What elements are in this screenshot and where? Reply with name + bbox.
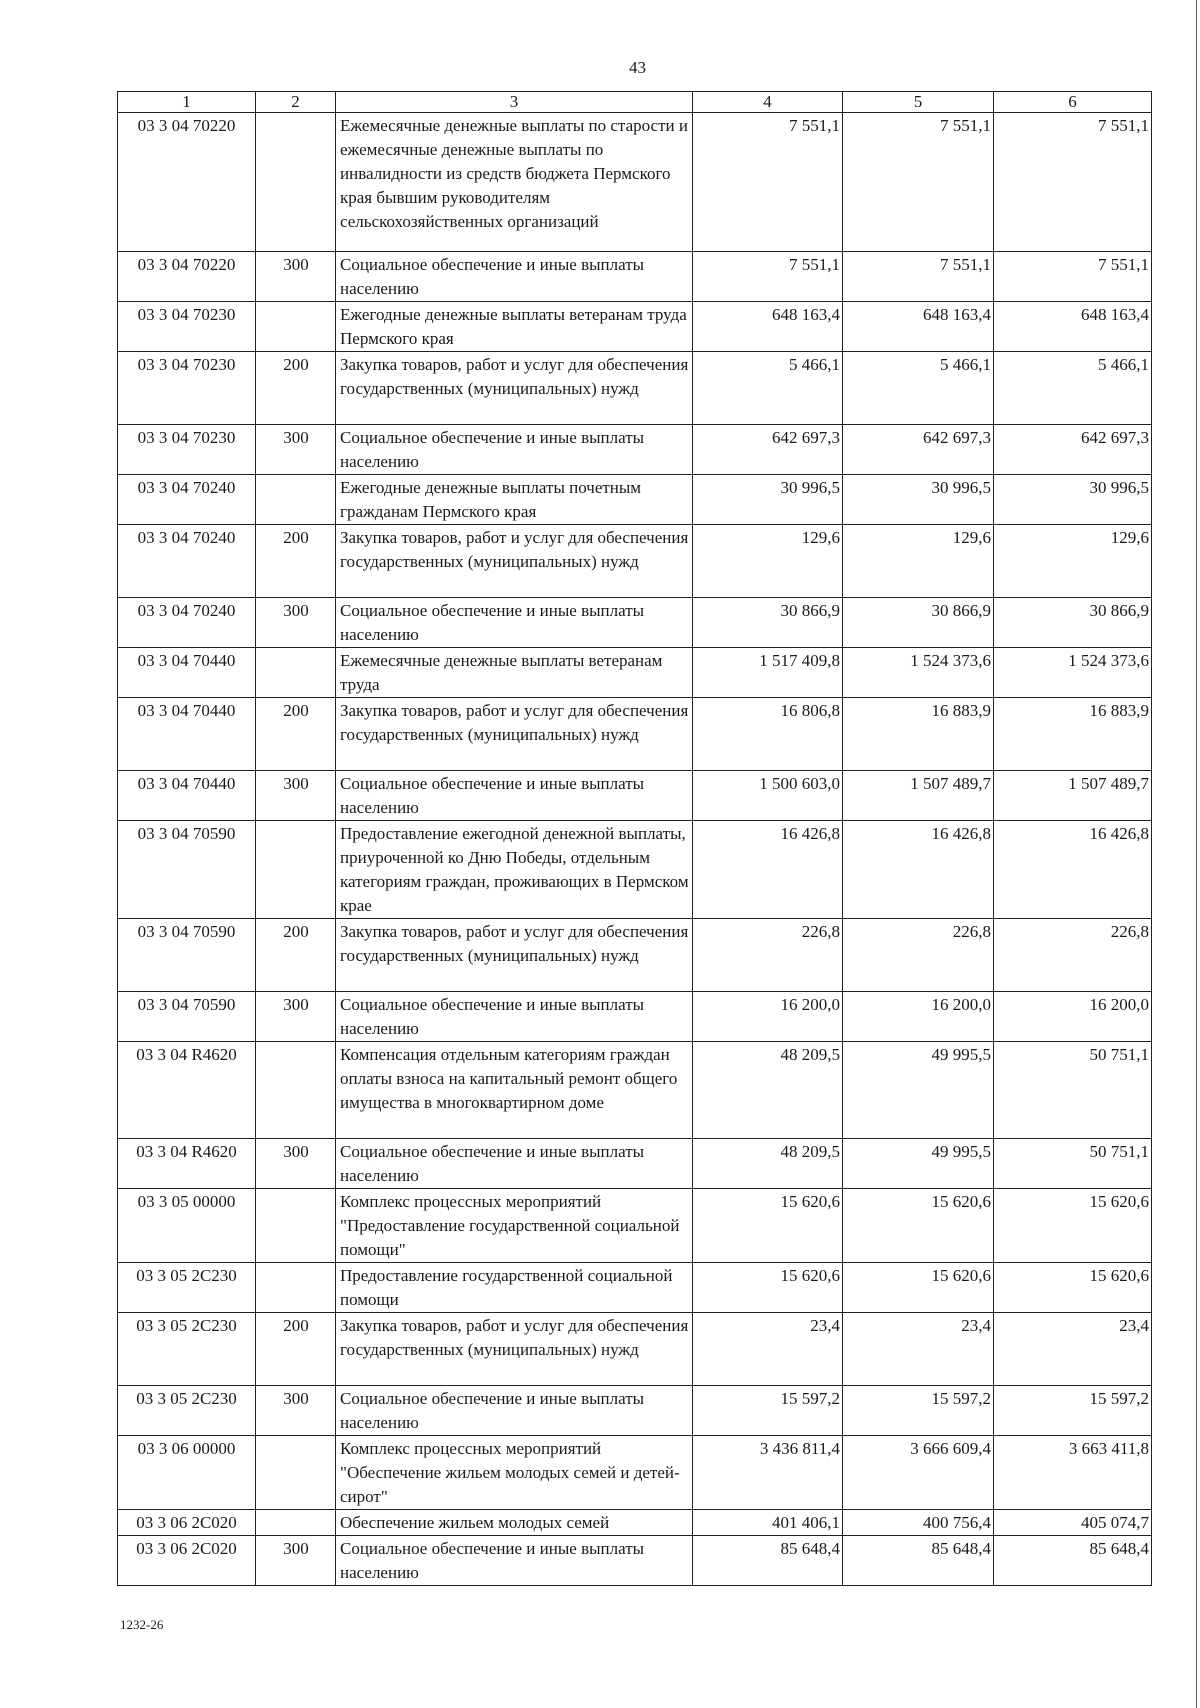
row-value-5: 49 995,5 (843, 1139, 994, 1189)
row-code: 03 3 04 70440 (118, 648, 256, 698)
row-kind: 300 (256, 252, 336, 302)
row-kind (256, 1042, 336, 1139)
row-value-4: 642 697,3 (693, 425, 843, 475)
row-name: Ежемесячные денежные выплаты ветеранам труда (336, 648, 693, 698)
row-name: Социальное обеспечение и иные выплаты населению (336, 1536, 693, 1586)
row-value-4: 15 620,6 (693, 1189, 843, 1263)
table-row (118, 919, 1152, 992)
row-value-5: 49 995,5 (843, 1042, 994, 1139)
row-kind: 300 (256, 771, 336, 821)
row-value-6: 226,8 (994, 919, 1152, 992)
table-row (118, 1386, 1152, 1436)
row-code: 03 3 04 70230 (118, 302, 256, 352)
row-value-6: 5 466,1 (994, 352, 1152, 425)
row-value-6: 30 866,9 (994, 598, 1152, 648)
row-value-4: 16 200,0 (693, 992, 843, 1042)
row-value-5: 226,8 (843, 919, 994, 992)
row-value-5: 648 163,4 (843, 302, 994, 352)
row-name: Социальное обеспечение и иные выплаты населению (336, 598, 693, 648)
row-value-6: 50 751,1 (994, 1139, 1152, 1189)
row-kind (256, 1510, 336, 1536)
row-value-4: 7 551,1 (693, 113, 843, 252)
row-kind (256, 1189, 336, 1263)
header-row (118, 92, 1152, 113)
row-value-6: 23,4 (994, 1313, 1152, 1386)
row-value-4: 648 163,4 (693, 302, 843, 352)
table-row (118, 252, 1152, 302)
footer-document-code: 1232-26 (120, 1617, 164, 1632)
row-value-5: 1 507 489,7 (843, 771, 994, 821)
row-kind (256, 113, 336, 252)
row-value-5: 30 996,5 (843, 475, 994, 525)
row-kind: 200 (256, 352, 336, 425)
row-code: 03 3 05 00000 (118, 1189, 256, 1263)
row-value-4: 7 551,1 (693, 252, 843, 302)
row-value-4: 16 806,8 (693, 698, 843, 771)
row-code: 03 3 06 00000 (118, 1436, 256, 1510)
row-value-5: 400 756,4 (843, 1510, 994, 1536)
row-value-6: 16 883,9 (994, 698, 1152, 771)
row-code: 03 3 04 70590 (118, 992, 256, 1042)
row-name: Комплекс процессных мероприятий "Предоставление государственной социальной помощи" (336, 1189, 693, 1263)
row-value-5: 5 466,1 (843, 352, 994, 425)
table-row (118, 1189, 1152, 1263)
row-value-4: 15 620,6 (693, 1263, 843, 1313)
table-row (118, 352, 1152, 425)
row-name: Обеспечение жильем молодых семей (336, 1510, 693, 1536)
table-row (118, 113, 1152, 252)
row-name: Социальное обеспечение и иные выплаты населению (336, 992, 693, 1042)
row-value-4: 129,6 (693, 525, 843, 598)
table-row (118, 821, 1152, 919)
row-kind: 300 (256, 598, 336, 648)
row-value-4: 1 517 409,8 (693, 648, 843, 698)
row-code: 03 3 05 2С230 (118, 1386, 256, 1436)
row-name: Закупка товаров, работ и услуг для обеспечения государственных (муниципальных) нужд (336, 352, 693, 425)
table-row (118, 1042, 1152, 1139)
header-col-2: 2 (256, 92, 336, 113)
table-row (118, 425, 1152, 475)
row-value-5: 30 866,9 (843, 598, 994, 648)
row-code: 03 3 04 70590 (118, 821, 256, 919)
row-value-4: 48 209,5 (693, 1139, 843, 1189)
header-col-6: 6 (994, 92, 1152, 113)
row-kind: 300 (256, 1139, 336, 1189)
row-value-6: 7 551,1 (994, 252, 1152, 302)
row-value-6: 15 620,6 (994, 1263, 1152, 1313)
row-value-4: 30 866,9 (693, 598, 843, 648)
table-body (118, 113, 1152, 1586)
row-value-6: 50 751,1 (994, 1042, 1152, 1139)
row-value-6: 3 663 411,8 (994, 1436, 1152, 1510)
row-code: 03 3 04 70440 (118, 698, 256, 771)
row-value-5: 642 697,3 (843, 425, 994, 475)
row-name: Социальное обеспечение и иные выплаты населению (336, 252, 693, 302)
row-value-5: 16 426,8 (843, 821, 994, 919)
row-value-5: 23,4 (843, 1313, 994, 1386)
row-value-5: 15 620,6 (843, 1263, 994, 1313)
row-value-4: 15 597,2 (693, 1386, 843, 1436)
row-kind: 200 (256, 698, 336, 771)
row-name: Закупка товаров, работ и услуг для обеспечения государственных (муниципальных) нужд (336, 1313, 693, 1386)
row-value-4: 226,8 (693, 919, 843, 992)
row-kind: 300 (256, 425, 336, 475)
row-kind (256, 475, 336, 525)
header-col-4: 4 (693, 92, 843, 113)
header-col-5: 5 (843, 92, 994, 113)
table-row (118, 598, 1152, 648)
row-code: 03 3 05 2С230 (118, 1263, 256, 1313)
table-row (118, 992, 1152, 1042)
row-name: Комплекс процессных мероприятий "Обеспечение жильем молодых семей и детей-сирот" (336, 1436, 693, 1510)
row-kind (256, 1436, 336, 1510)
header-col-1: 1 (118, 92, 256, 113)
row-code: 03 3 06 2С020 (118, 1536, 256, 1586)
row-value-6: 405 074,7 (994, 1510, 1152, 1536)
table-row (118, 648, 1152, 698)
row-value-6: 7 551,1 (994, 113, 1152, 252)
row-name: Социальное обеспечение и иные выплаты населению (336, 1139, 693, 1189)
row-kind: 200 (256, 525, 336, 598)
row-value-6: 30 996,5 (994, 475, 1152, 525)
row-name: Компенсация отдельным категориям граждан оплаты взноса на капитальный ремонт общего имущества в многоквартирном доме (336, 1042, 693, 1139)
row-code: 03 3 04 70220 (118, 113, 256, 252)
row-kind (256, 821, 336, 919)
row-value-6: 16 200,0 (994, 992, 1152, 1042)
row-value-5: 1 524 373,6 (843, 648, 994, 698)
row-value-4: 16 426,8 (693, 821, 843, 919)
row-kind: 300 (256, 1386, 336, 1436)
row-value-5: 7 551,1 (843, 252, 994, 302)
row-code: 03 3 04 70440 (118, 771, 256, 821)
row-name: Закупка товаров, работ и услуг для обеспечения государственных (муниципальных) нужд (336, 919, 693, 992)
table-row (118, 475, 1152, 525)
row-value-6: 15 620,6 (994, 1189, 1152, 1263)
row-name: Предоставление государственной социальной помощи (336, 1263, 693, 1313)
table-row (118, 302, 1152, 352)
header-col-3: 3 (336, 92, 693, 113)
row-name: Предоставление ежегодной денежной выплаты, приуроченной ко Дню Победы, отдельным категориям граждан, проживающих в Пермском крае (336, 821, 693, 919)
row-name: Социальное обеспечение и иные выплаты населению (336, 771, 693, 821)
row-value-6: 648 163,4 (994, 302, 1152, 352)
table-row (118, 1536, 1152, 1586)
row-value-5: 3 666 609,4 (843, 1436, 994, 1510)
row-name: Закупка товаров, работ и услуг для обеспечения государственных (муниципальных) нужд (336, 525, 693, 598)
row-value-5: 16 200,0 (843, 992, 994, 1042)
row-kind: 200 (256, 1313, 336, 1386)
row-name: Ежемесячные денежные выплаты по старости и ежемесячные денежные выплаты по инвалидности из средств бюджета Пермского края бывшим руководителям сельскохозяйственных организаций (336, 113, 693, 252)
row-value-6: 85 648,4 (994, 1536, 1152, 1586)
row-code: 03 3 04 70240 (118, 525, 256, 598)
row-code: 03 3 04 70240 (118, 598, 256, 648)
row-name: Социальное обеспечение и иные выплаты населению (336, 425, 693, 475)
row-code: 03 3 06 2С020 (118, 1510, 256, 1536)
row-code: 03 3 04 70230 (118, 425, 256, 475)
row-value-4: 30 996,5 (693, 475, 843, 525)
row-kind: 300 (256, 992, 336, 1042)
table-row (118, 698, 1152, 771)
row-code: 03 3 05 2С230 (118, 1313, 256, 1386)
row-code: 03 3 04 R4620 (118, 1042, 256, 1139)
page-number: 43 (629, 58, 646, 77)
row-value-5: 15 597,2 (843, 1386, 994, 1436)
row-kind (256, 1263, 336, 1313)
row-kind (256, 302, 336, 352)
row-value-4: 3 436 811,4 (693, 1436, 843, 1510)
row-code: 03 3 04 70220 (118, 252, 256, 302)
row-value-6: 129,6 (994, 525, 1152, 598)
table-row (118, 1510, 1152, 1536)
row-value-4: 5 466,1 (693, 352, 843, 425)
row-code: 03 3 04 70590 (118, 919, 256, 992)
row-value-4: 1 500 603,0 (693, 771, 843, 821)
row-kind: 300 (256, 1536, 336, 1586)
row-code: 03 3 04 70230 (118, 352, 256, 425)
table-row (118, 1436, 1152, 1510)
row-value-6: 16 426,8 (994, 821, 1152, 919)
row-value-5: 85 648,4 (843, 1536, 994, 1586)
row-value-4: 401 406,1 (693, 1510, 843, 1536)
row-value-5: 16 883,9 (843, 698, 994, 771)
row-value-4: 48 209,5 (693, 1042, 843, 1139)
table-row (118, 1263, 1152, 1313)
row-value-6: 15 597,2 (994, 1386, 1152, 1436)
row-name: Ежегодные денежные выплаты почетным гражданам Пермского края (336, 475, 693, 525)
row-code: 03 3 04 70240 (118, 475, 256, 525)
table-row (118, 771, 1152, 821)
row-value-6: 1 524 373,6 (994, 648, 1152, 698)
row-kind: 200 (256, 919, 336, 992)
row-code: 03 3 04 R4620 (118, 1139, 256, 1189)
table-row (118, 1313, 1152, 1386)
row-name: Закупка товаров, работ и услуг для обеспечения государственных (муниципальных) нужд (336, 698, 693, 771)
row-value-6: 642 697,3 (994, 425, 1152, 475)
row-value-4: 85 648,4 (693, 1536, 843, 1586)
row-name: Социальное обеспечение и иные выплаты населению (336, 1386, 693, 1436)
row-kind (256, 648, 336, 698)
table-row (118, 1139, 1152, 1189)
row-value-4: 23,4 (693, 1313, 843, 1386)
row-value-6: 1 507 489,7 (994, 771, 1152, 821)
budget-table (117, 91, 1152, 1586)
row-value-5: 129,6 (843, 525, 994, 598)
scan-edge-line (1196, 0, 1197, 1708)
row-value-5: 15 620,6 (843, 1189, 994, 1263)
table-row (118, 525, 1152, 598)
row-value-5: 7 551,1 (843, 113, 994, 252)
row-name: Ежегодные денежные выплаты ветеранам труда Пермского края (336, 302, 693, 352)
